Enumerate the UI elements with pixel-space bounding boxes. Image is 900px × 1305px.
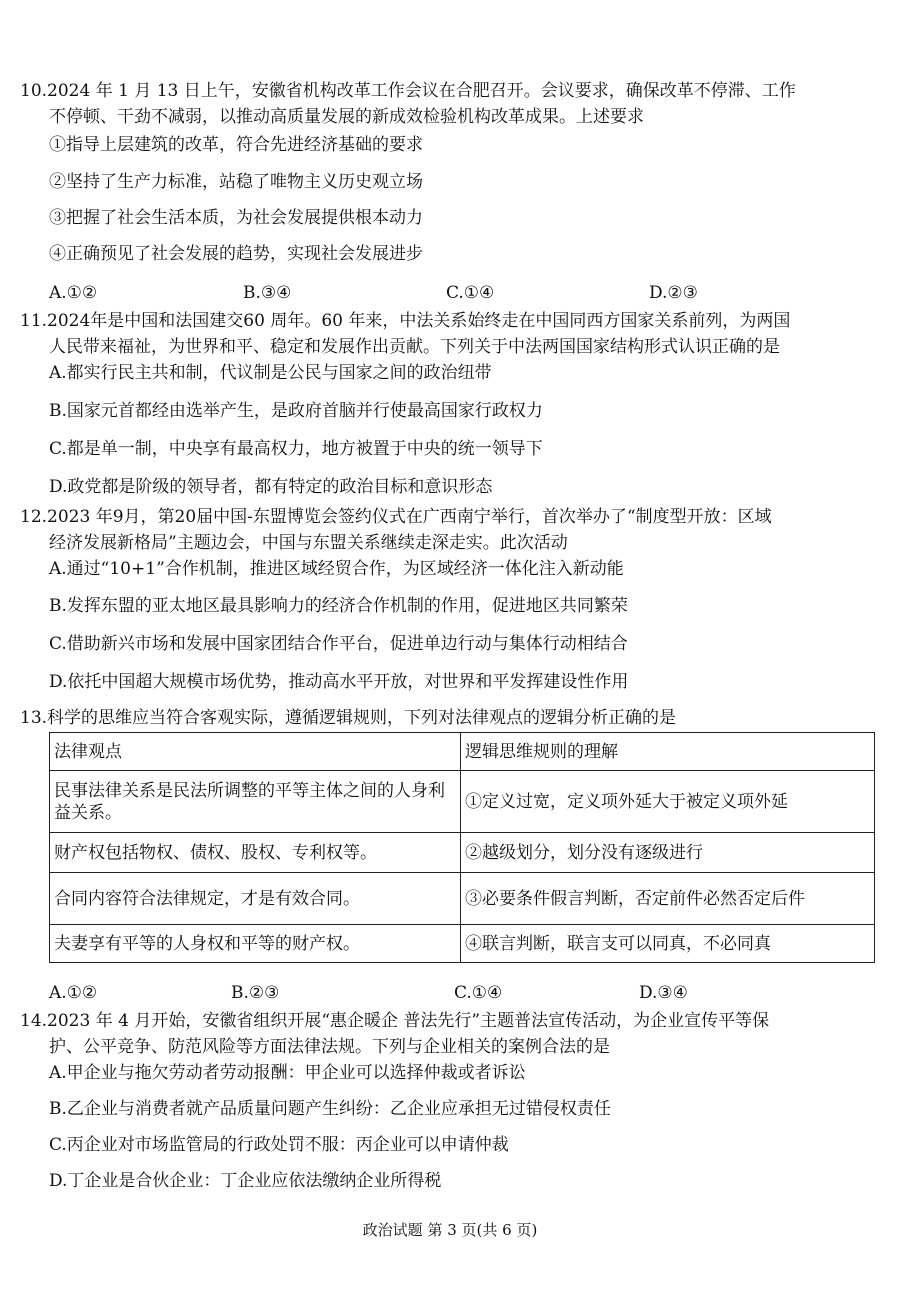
- q11-option-c[interactable]: C.都是单一制，中央享有最高权力，地方被置于中央的统一领导下: [49, 439, 543, 459]
- table-row: [50, 873, 875, 925]
- q12-option-b[interactable]: B.发挥东盟的亚太地区最具影响力的经济合作机制的作用，促进地区共同繁荣: [49, 596, 628, 616]
- q14-option-a[interactable]: A.甲企业与拖欠劳动者劳动报酬：甲企业可以选择仲裁或者诉讼: [49, 1063, 526, 1083]
- table-header-cell: 法律观点: [50, 733, 461, 771]
- q14-option-d[interactable]: D.丁企业是合伙企业：丁企业应依法缴纳企业所得税: [49, 1171, 442, 1191]
- q14-option-b[interactable]: B.乙企业与消费者就产品质量问题产生纠纷：乙企业应承担无过错侵权责任: [49, 1099, 611, 1119]
- q10-stem-line2: 不停顿、干劲不减弱，以推动高质量发展的新成效检验机构改革成果。上述要求: [49, 107, 644, 127]
- q11-stem-line2: 人民带来福祉，为世界和平、稳定和发展作出贡献。下列关于中法两国国家结构形式认识正确的是: [49, 337, 780, 357]
- table-cell: 合同内容符合法律规定，才是有效合同。: [50, 873, 461, 925]
- table-cell: ③必要条件假言判断，否定前件必然否定后件: [461, 873, 875, 925]
- q11-stem-line1: 11.2024年是中国和法国建交60 周年。60 年来，中法关系始终走在中国同西方国家关系前列，为两国: [20, 311, 791, 331]
- q12-stem-line2: 经济发展新格局”主题边会，中国与东盟关系继续走深走实。此次活动: [49, 533, 568, 553]
- q13-options: [49, 981, 809, 1005]
- q13-option-d[interactable]: D.③④: [639, 983, 688, 1003]
- q10-item-2: ②坚持了生产力标准，站稳了唯物主义历史观立场: [49, 172, 423, 192]
- q10-item-1: ①指导上层建筑的改革，符合先进经济基础的要求: [49, 135, 423, 155]
- q10-option-d[interactable]: D.②③: [649, 283, 698, 303]
- q11-option-b[interactable]: B.国家元首都经由选举产生，是政府首脑并行使最高国家行政权力: [49, 401, 543, 421]
- table-row: [50, 771, 875, 833]
- q13-table: [49, 732, 875, 963]
- q12-option-a[interactable]: A.通过“10+1”合作机制，推进区域经贸合作，为区域经济一体化注入新动能: [49, 559, 624, 579]
- table-cell: 财产权包括物权、债权、股权、专利权等。: [50, 833, 461, 873]
- table-header-cell: 逻辑思维规则的理解: [461, 733, 875, 771]
- q13-stem: 13.科学的思维应当符合客观实际，遵循逻辑规则，下列对法律观点的逻辑分析正确的是: [20, 708, 677, 728]
- q10-options: [49, 281, 809, 305]
- q13-option-a[interactable]: A.①②: [49, 983, 98, 1003]
- q11-option-d[interactable]: D.政党都是阶级的领导者，都有特定的政治目标和意识形态: [49, 477, 493, 497]
- table-row: [50, 833, 875, 873]
- table-header-row: [50, 733, 875, 771]
- q14-stem-line1: 14.2023 年 4 月开始，安徽省组织开展“惠企暖企 普法先行”主题普法宣传活动，为企业宣传平等保: [20, 1011, 770, 1031]
- q12-stem-line1: 12.2023 年9月，第20届中国-东盟博览会签约仪式在广西南宁举行，首次举办了“制度型开放：区域: [20, 507, 772, 527]
- q12-option-d[interactable]: D.依托中国超大规模市场优势，推动高水平开放，对世界和平发挥建设性作用: [49, 672, 629, 692]
- q14-stem-line2: 护、公平竞争、防范风险等方面法律法规。下列与企业相关的案例合法的是: [49, 1037, 610, 1057]
- table-cell: 夫妻享有平等的人身权和平等的财产权。: [50, 925, 461, 963]
- table-cell: ④联言判断，联言支可以同真，不必同真: [461, 925, 875, 963]
- q13-option-b[interactable]: B.②③: [231, 983, 280, 1003]
- q13-option-c[interactable]: C.①④: [454, 983, 503, 1003]
- table-cell: 民事法律关系是民法所调整的平等主体之间的人身利益关系。: [50, 771, 461, 833]
- q10-option-c[interactable]: C.①④: [446, 283, 495, 303]
- q14-option-c[interactable]: C.丙企业对市场监管局的行政处罚不服：丙企业可以申请仲裁: [49, 1135, 509, 1155]
- q10-item-4: ④正确预见了社会发展的趋势，实现社会发展进步: [49, 244, 423, 264]
- table-row: [50, 925, 875, 963]
- page-footer: 政治试题 第 3 页(共 6 页): [362, 1221, 538, 1239]
- q10-item-3: ③把握了社会生活本质，为社会发展提供根本动力: [49, 208, 423, 228]
- q12-option-c[interactable]: C.借助新兴市场和发展中国家团结合作平台，促进单边行动与集体行动相结合: [49, 634, 628, 654]
- q10-option-a[interactable]: A.①②: [49, 283, 98, 303]
- q10-stem-line1: 10.2024 年 1 月 13 日上午，安徽省机构改革工作会议在合肥召开。会议要求，确保改革不停滞、工作: [20, 81, 796, 101]
- table-cell: ②越级划分，划分没有逐级进行: [461, 833, 875, 873]
- q11-option-a[interactable]: A.都实行民主共和制，代议制是公民与国家之间的政治纽带: [49, 363, 492, 383]
- q10-option-b[interactable]: B.③④: [243, 283, 292, 303]
- table-cell: ①定义过宽，定义项外延大于被定义项外延: [461, 771, 875, 833]
